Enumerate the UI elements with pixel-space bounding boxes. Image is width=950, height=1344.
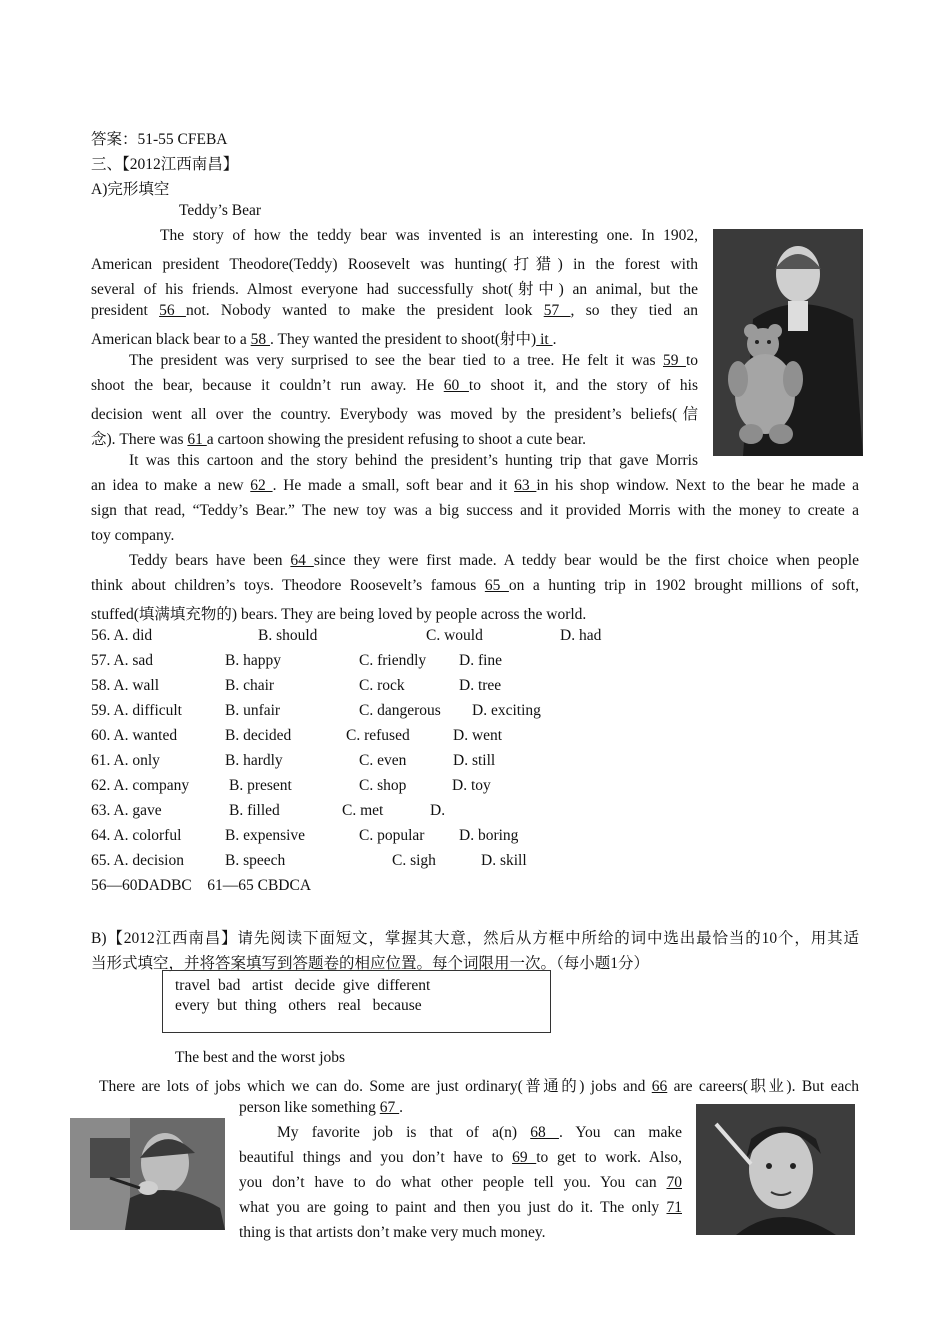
blank-61: 61 — [187, 431, 207, 448]
q59-d: D. exciting — [472, 702, 541, 719]
part-a-label: A)完形填空 — [91, 181, 170, 198]
p3-line-3: sign that read, “Teddy’s Bear.” The new toy was a big success and it provided Morris with the money to create a — [91, 502, 859, 519]
blank-65: 65 — [484, 577, 509, 594]
blank-69: 69 — [512, 1149, 537, 1166]
part-b-title: The best and the worst jobs — [175, 1049, 346, 1066]
blank-60: 60 — [443, 377, 469, 394]
artist-portrait-photo — [696, 1104, 855, 1235]
p1-line-5: American black bear to a 58 . They wanted the president to shoot(射中) it . — [91, 331, 557, 348]
q65-d: D. skill — [481, 852, 527, 869]
q56-a: 56. A. did — [91, 627, 153, 644]
pb-line-6: what you are going to paint and then you just do it. The only 71 — [239, 1199, 682, 1216]
blank-59: 59 — [663, 352, 686, 369]
q64-a: 64. A. colorful — [91, 827, 182, 844]
q59-b: B. unfair — [225, 702, 281, 719]
blank-67: 67 — [379, 1099, 400, 1116]
q61-c: C. even — [359, 752, 407, 769]
q65-a: 65. A. decision — [91, 852, 184, 869]
q58-d: D. tree — [459, 677, 502, 694]
p1-line-4: president 56 not. Nobody wanted to make the president look 57 , so they tied an — [91, 302, 698, 319]
blank-68: 68 — [530, 1124, 559, 1141]
p4-line-3: stuffed(填满填充物的) bears. They are being loved by people across the world. — [91, 606, 587, 623]
q61-d: D. still — [453, 752, 496, 769]
p4-line-1: Teddy bears have been 64 since they were first made. A teddy bear would be the first choice when people — [129, 552, 859, 569]
blank-58: 58 — [250, 331, 271, 348]
word-box-row-1: travel bad artist decide give different — [175, 977, 431, 994]
part-b-instruction-2: 当形式填空，并将答案填写到答题卷的相应位置。每个词限用一次。（每小题1分） — [91, 955, 650, 972]
p1-line-1: The story of how the teddy bear was invented is an interesting one. In 1902, — [160, 227, 698, 244]
q56-d: D. had — [560, 627, 602, 644]
word-box-row-2: every but thing others real because — [175, 997, 422, 1014]
p3-line-1: It was this cartoon and the story behind the president’s hunting trip that gave Morris — [129, 452, 698, 469]
blank-57: 57 — [543, 302, 571, 319]
roosevelt-photo — [713, 229, 863, 456]
blank-70: 70 — [666, 1174, 682, 1191]
q64-b: B. expensive — [225, 827, 306, 844]
q62-b: B. present — [229, 777, 292, 794]
q57-c: C. friendly — [359, 652, 427, 669]
p1-line-3: several of his friends. Almost everyone had successfully shot(射中) an animal, but the — [91, 281, 698, 298]
q63-a: 63. A. gave — [91, 802, 162, 819]
p1-line-2: American president Theodore(Teddy) Roosevelt was hunting(打猎) in the forest with — [91, 256, 698, 273]
blank-56: 56 — [159, 302, 186, 319]
pb-line-7: thing is that artists don’t make very much money. — [239, 1224, 546, 1241]
section-label: 三、【2012江西南昌】 — [91, 156, 239, 173]
blank-62: 62 — [250, 477, 273, 494]
blank-63: 63 — [514, 477, 537, 494]
q57-a: 57. A. sad — [91, 652, 153, 669]
p2-line-2: shoot the bear, because it couldn’t run away. He 60 to shoot it, and the story of his — [91, 377, 699, 394]
word-box — [162, 970, 551, 1033]
p2-line-4: 念). There was 61 a cartoon showing the president refusing to shoot a cute bear. — [91, 431, 586, 448]
q59-a: 59. A. difficult — [91, 702, 182, 719]
p3-line-4: toy company. — [91, 527, 175, 544]
q61-b: B. hardly — [225, 752, 283, 769]
pb-line-3: My favorite job is that of a(n) 68 . You can make — [277, 1124, 682, 1141]
q59-c: C. dangerous — [359, 702, 441, 719]
blank-64: 64 — [290, 552, 314, 569]
q58-a: 58. A. wall — [91, 677, 160, 694]
blank-71: 71 — [666, 1199, 682, 1216]
q62-a: 62. A. company — [91, 777, 190, 794]
q60-c: C. refused — [346, 727, 410, 744]
q60-d: D. went — [453, 727, 503, 744]
blank-66: 66 — [651, 1078, 668, 1095]
q64-c: C. popular — [359, 827, 425, 844]
q58-c: C. rock — [359, 677, 405, 694]
q60-b: B. decided — [225, 727, 292, 744]
passage-title: Teddy’s Bear — [179, 202, 261, 219]
answer-line: 答案：51-55 CFEBA — [91, 131, 228, 148]
q57-d: D. fine — [459, 652, 503, 669]
q65-b: B. speech — [225, 852, 286, 869]
pb-line-4: beautiful things and you don’t have to 69 to get to work. Also, — [239, 1149, 682, 1166]
p3-line-2: an idea to make a new 62 . He made a small, soft bear and it 63 in his shop window. Next to the bear he made a — [91, 477, 860, 494]
painter-photo — [70, 1118, 225, 1230]
q60-a: 60. A. wanted — [91, 727, 178, 744]
p2-line-3: decision went all over the country. Everybody was moved by the president’s beliefs(信 — [91, 406, 698, 423]
pb-line-2: person like something 67 . — [239, 1099, 404, 1116]
q64-d: D. boring — [459, 827, 519, 844]
pb-line-1: There are lots of jobs which we can do. Some are just ordinary(普通的) jobs and 66 are careers(职业). But each — [99, 1078, 859, 1095]
q56-c: C. would — [426, 627, 483, 644]
pb-line-5: you don’t have to do what other people tell you. You can 70 — [239, 1174, 682, 1191]
p4-line-2: think about children’s toys. Theodore Roosevelt’s famous 65 on a hunting trip in 1902 brought millions of soft, — [91, 577, 859, 594]
q63-d: D. — [430, 802, 446, 819]
q62-c: C. shop — [359, 777, 407, 794]
q65-c: C. sigh — [392, 852, 436, 869]
q58-b: B. chair — [225, 677, 275, 694]
q63-c: C. met — [342, 802, 384, 819]
part-b-instruction-1: B)【2012江西南昌】请先阅读下面短文，掌握其大意，然后从方框中所给的词中选出最恰当的10个，用其适 — [91, 930, 859, 947]
q56-b: B. should — [258, 627, 318, 644]
answer-key: 56—60DADBC 61—65 CBDCA — [91, 877, 312, 894]
q57-b: B. happy — [225, 652, 281, 669]
p2-line-1: The president was very surprised to see the bear tied to a tree. He felt it was 59 to — [129, 352, 698, 369]
q62-d: D. toy — [452, 777, 491, 794]
q61-a: 61. A. only — [91, 752, 160, 769]
q63-b: B. filled — [229, 802, 280, 819]
